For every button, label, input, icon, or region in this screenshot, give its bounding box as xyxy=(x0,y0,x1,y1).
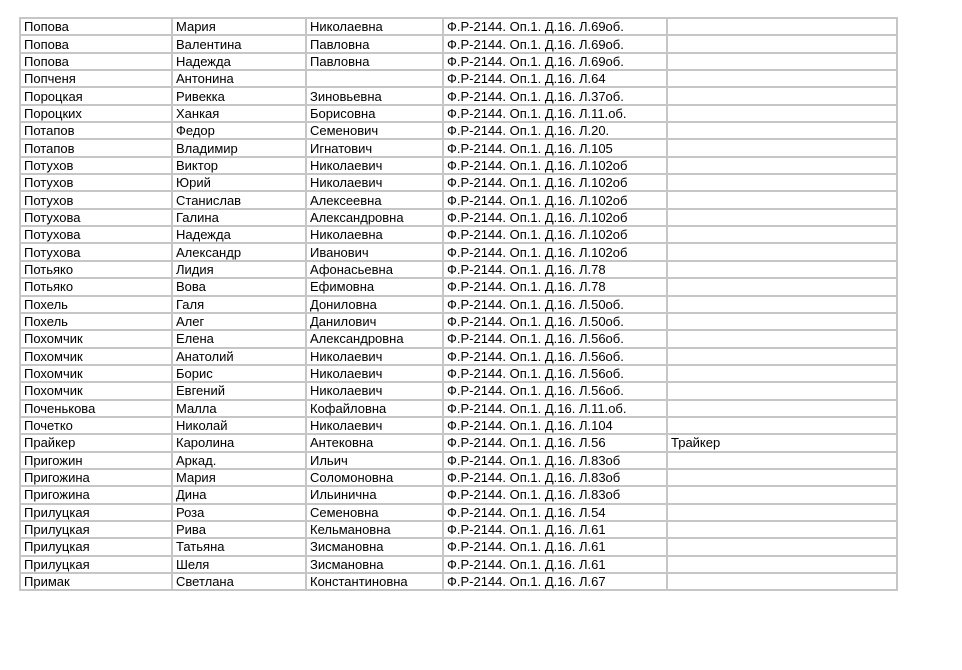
surname-cell: Похомчик xyxy=(20,365,172,382)
note-cell xyxy=(667,538,897,555)
note-cell xyxy=(667,296,897,313)
archive-reference-cell: Ф.Р-2144. Оп.1. Д.16. Л.37об. xyxy=(443,87,667,104)
note-cell xyxy=(667,226,897,243)
patronymic-cell: Павловна xyxy=(306,35,443,52)
table-row xyxy=(20,18,897,35)
note-cell xyxy=(667,504,897,521)
archive-reference-cell: Ф.Р-2144. Оп.1. Д.16. Л.67 xyxy=(443,573,667,590)
note-cell xyxy=(667,53,897,70)
archive-reference-cell: Ф.Р-2144. Оп.1. Д.16. Л.78 xyxy=(443,278,667,295)
first-name-cell: Шеля xyxy=(172,556,306,573)
first-name-cell: Борис xyxy=(172,365,306,382)
table-row xyxy=(20,452,897,469)
table-row xyxy=(20,504,897,521)
surname-cell: Похомчик xyxy=(20,330,172,347)
surname-cell: Попова xyxy=(20,35,172,52)
table-row xyxy=(20,53,897,70)
surname-cell: Потапов xyxy=(20,122,172,139)
first-name-cell: Рива xyxy=(172,521,306,538)
table-row xyxy=(20,243,897,260)
archive-reference-cell: Ф.Р-2144. Оп.1. Д.16. Л.102об xyxy=(443,174,667,191)
surname-cell: Потухов xyxy=(20,157,172,174)
table-row xyxy=(20,278,897,295)
archive-reference-cell: Ф.Р-2144. Оп.1. Д.16. Л.56об. xyxy=(443,365,667,382)
surname-cell: Прилуцкая xyxy=(20,521,172,538)
table-row xyxy=(20,348,897,365)
patronymic-cell: Борисовна xyxy=(306,105,443,122)
table-row xyxy=(20,400,897,417)
first-name-cell: Александр xyxy=(172,243,306,260)
archive-reference-cell: Ф.Р-2144. Оп.1. Д.16. Л.61 xyxy=(443,556,667,573)
note-cell xyxy=(667,18,897,35)
first-name-cell: Ханкая xyxy=(172,105,306,122)
first-name-cell: Юрий xyxy=(172,174,306,191)
archive-reference-cell: Ф.Р-2144. Оп.1. Д.16. Л.102об xyxy=(443,209,667,226)
archive-reference-cell: Ф.Р-2144. Оп.1. Д.16. Л.61 xyxy=(443,538,667,555)
first-name-cell: Евгений xyxy=(172,382,306,399)
surname-cell: Потухов xyxy=(20,174,172,191)
patronymic-cell: Соломоновна xyxy=(306,469,443,486)
first-name-cell: Николай xyxy=(172,417,306,434)
archive-reference-cell: Ф.Р-2144. Оп.1. Д.16. Л.104 xyxy=(443,417,667,434)
surname-cell: Поченькова xyxy=(20,400,172,417)
patronymic-cell: Николаевна xyxy=(306,226,443,243)
table-row xyxy=(20,296,897,313)
note-cell xyxy=(667,278,897,295)
patronymic-cell: Павловна xyxy=(306,53,443,70)
patronymic-cell: Константиновна xyxy=(306,573,443,590)
patronymic-cell: Николаевич xyxy=(306,157,443,174)
note-cell xyxy=(667,157,897,174)
archive-reference-cell: Ф.Р-2144. Оп.1. Д.16. Л.11.об. xyxy=(443,105,667,122)
table-row xyxy=(20,157,897,174)
patronymic-cell: Кельмановна xyxy=(306,521,443,538)
patronymic-cell: Николаевич xyxy=(306,417,443,434)
surname-cell: Похомчик xyxy=(20,382,172,399)
archive-reference-cell: Ф.Р-2144. Оп.1. Д.16. Л.56об. xyxy=(443,348,667,365)
table-row xyxy=(20,191,897,208)
first-name-cell: Роза xyxy=(172,504,306,521)
first-name-cell: Лидия xyxy=(172,261,306,278)
table-row xyxy=(20,330,897,347)
archive-reference-cell: Ф.Р-2144. Оп.1. Д.16. Л.102об xyxy=(443,243,667,260)
surname-cell: Потухова xyxy=(20,226,172,243)
table-row xyxy=(20,226,897,243)
note-cell xyxy=(667,70,897,87)
archive-reference-cell: Ф.Р-2144. Оп.1. Д.16. Л.50об. xyxy=(443,313,667,330)
first-name-cell: Надежда xyxy=(172,226,306,243)
note-cell xyxy=(667,486,897,503)
patronymic-cell: Ильич xyxy=(306,452,443,469)
patronymic-cell: Данилович xyxy=(306,313,443,330)
first-name-cell: Анатолий xyxy=(172,348,306,365)
surname-cell: Прилуцкая xyxy=(20,556,172,573)
patronymic-cell: Иванович xyxy=(306,243,443,260)
patronymic-cell: Игнатович xyxy=(306,139,443,156)
note-cell xyxy=(667,313,897,330)
archive-reference-cell: Ф.Р-2144. Оп.1. Д.16. Л.102об xyxy=(443,157,667,174)
first-name-cell: Светлана xyxy=(172,573,306,590)
archive-reference-cell: Ф.Р-2144. Оп.1. Д.16. Л.78 xyxy=(443,261,667,278)
table-row xyxy=(20,556,897,573)
surname-cell: Пригожин xyxy=(20,452,172,469)
first-name-cell: Алег xyxy=(172,313,306,330)
note-cell xyxy=(667,573,897,590)
patronymic-cell: Дониловна xyxy=(306,296,443,313)
first-name-cell: Малла xyxy=(172,400,306,417)
first-name-cell: Галина xyxy=(172,209,306,226)
patronymic-cell: Зисмановна xyxy=(306,538,443,555)
patronymic-cell: Ильинична xyxy=(306,486,443,503)
archive-reference-cell: Ф.Р-2144. Оп.1. Д.16. Л.64 xyxy=(443,70,667,87)
note-cell xyxy=(667,105,897,122)
table-row xyxy=(20,209,897,226)
table-row xyxy=(20,573,897,590)
records-table xyxy=(19,17,898,591)
archive-reference-cell: Ф.Р-2144. Оп.1. Д.16. Л.56об. xyxy=(443,382,667,399)
table-row xyxy=(20,521,897,538)
first-name-cell: Галя xyxy=(172,296,306,313)
patronymic-cell: Ефимовна xyxy=(306,278,443,295)
table-row xyxy=(20,469,897,486)
surname-cell: Пригожина xyxy=(20,469,172,486)
first-name-cell: Виктор xyxy=(172,157,306,174)
surname-cell: Потьяко xyxy=(20,261,172,278)
first-name-cell: Антонина xyxy=(172,70,306,87)
patronymic-cell xyxy=(306,70,443,87)
note-cell xyxy=(667,174,897,191)
first-name-cell: Ривекка xyxy=(172,87,306,104)
note-cell xyxy=(667,35,897,52)
patronymic-cell: Афонасьевна xyxy=(306,261,443,278)
surname-cell: Попова xyxy=(20,53,172,70)
surname-cell: Потухова xyxy=(20,243,172,260)
table-row xyxy=(20,35,897,52)
surname-cell: Пороцких xyxy=(20,105,172,122)
first-name-cell: Станислав xyxy=(172,191,306,208)
note-cell xyxy=(667,400,897,417)
note-cell xyxy=(667,261,897,278)
table-row xyxy=(20,139,897,156)
note-cell xyxy=(667,382,897,399)
first-name-cell: Вова xyxy=(172,278,306,295)
archive-reference-cell: Ф.Р-2144. Оп.1. Д.16. Л.69об. xyxy=(443,18,667,35)
first-name-cell: Мария xyxy=(172,18,306,35)
note-cell xyxy=(667,122,897,139)
archive-reference-cell: Ф.Р-2144. Оп.1. Д.16. Л.102об xyxy=(443,191,667,208)
first-name-cell: Аркад. xyxy=(172,452,306,469)
archive-reference-cell: Ф.Р-2144. Оп.1. Д.16. Л.83об xyxy=(443,486,667,503)
note-cell xyxy=(667,417,897,434)
archive-reference-cell: Ф.Р-2144. Оп.1. Д.16. Л.11.об. xyxy=(443,400,667,417)
surname-cell: Примак xyxy=(20,573,172,590)
surname-cell: Почетко xyxy=(20,417,172,434)
first-name-cell: Валентина xyxy=(172,35,306,52)
patronymic-cell: Александровна xyxy=(306,330,443,347)
archive-reference-cell: Ф.Р-2144. Оп.1. Д.16. Л.56 xyxy=(443,434,667,451)
table-row xyxy=(20,434,897,451)
archive-reference-cell: Ф.Р-2144. Оп.1. Д.16. Л.54 xyxy=(443,504,667,521)
patronymic-cell: Николаевна xyxy=(306,18,443,35)
note-cell xyxy=(667,348,897,365)
note-cell xyxy=(667,191,897,208)
first-name-cell: Татьяна xyxy=(172,538,306,555)
surname-cell: Потапов xyxy=(20,139,172,156)
archive-reference-cell: Ф.Р-2144. Оп.1. Д.16. Л.56об. xyxy=(443,330,667,347)
archive-reference-cell: Ф.Р-2144. Оп.1. Д.16. Л.102об xyxy=(443,226,667,243)
note-cell xyxy=(667,209,897,226)
patronymic-cell: Антековна xyxy=(306,434,443,451)
archive-reference-cell: Ф.Р-2144. Оп.1. Д.16. Л.105 xyxy=(443,139,667,156)
surname-cell: Потухова xyxy=(20,209,172,226)
table-row xyxy=(20,261,897,278)
first-name-cell: Елена xyxy=(172,330,306,347)
archive-reference-cell: Ф.Р-2144. Оп.1. Д.16. Л.50об. xyxy=(443,296,667,313)
table-row xyxy=(20,105,897,122)
patronymic-cell: Семеновна xyxy=(306,504,443,521)
table-row xyxy=(20,365,897,382)
surname-cell: Похомчик xyxy=(20,348,172,365)
table-row xyxy=(20,538,897,555)
surname-cell: Пороцкая xyxy=(20,87,172,104)
patronymic-cell: Кофайловна xyxy=(306,400,443,417)
first-name-cell: Мария xyxy=(172,469,306,486)
surname-cell: Прайкер xyxy=(20,434,172,451)
table-row xyxy=(20,122,897,139)
patronymic-cell: Семенович xyxy=(306,122,443,139)
surname-cell: Пригожина xyxy=(20,486,172,503)
surname-cell: Похель xyxy=(20,313,172,330)
note-cell xyxy=(667,469,897,486)
note-cell xyxy=(667,521,897,538)
patronymic-cell: Николаевич xyxy=(306,365,443,382)
note-cell xyxy=(667,452,897,469)
archive-reference-cell: Ф.Р-2144. Оп.1. Д.16. Л.83об xyxy=(443,452,667,469)
archive-reference-cell: Ф.Р-2144. Оп.1. Д.16. Л.69об. xyxy=(443,35,667,52)
first-name-cell: Федор xyxy=(172,122,306,139)
note-cell xyxy=(667,87,897,104)
note-cell xyxy=(667,243,897,260)
surname-cell: Потухов xyxy=(20,191,172,208)
patronymic-cell: Александровна xyxy=(306,209,443,226)
patronymic-cell: Николаевич xyxy=(306,382,443,399)
archive-reference-cell: Ф.Р-2144. Оп.1. Д.16. Л.83об xyxy=(443,469,667,486)
table-row xyxy=(20,417,897,434)
table-row xyxy=(20,174,897,191)
note-cell: Трайкер xyxy=(667,434,897,451)
note-cell xyxy=(667,330,897,347)
patronymic-cell: Николаевич xyxy=(306,174,443,191)
surname-cell: Прилуцкая xyxy=(20,504,172,521)
surname-cell: Похель xyxy=(20,296,172,313)
archive-reference-cell: Ф.Р-2144. Оп.1. Д.16. Л.69об. xyxy=(443,53,667,70)
first-name-cell: Дина xyxy=(172,486,306,503)
surname-cell: Прилуцкая xyxy=(20,538,172,555)
document-page xyxy=(19,17,898,591)
patronymic-cell: Николаевич xyxy=(306,348,443,365)
records-table-body xyxy=(20,18,897,590)
surname-cell: Попова xyxy=(20,18,172,35)
table-row xyxy=(20,313,897,330)
patronymic-cell: Зиновьевна xyxy=(306,87,443,104)
first-name-cell: Надежда xyxy=(172,53,306,70)
surname-cell: Потьяко xyxy=(20,278,172,295)
surname-cell: Попченя xyxy=(20,70,172,87)
table-row xyxy=(20,87,897,104)
patronymic-cell: Алексеевна xyxy=(306,191,443,208)
archive-reference-cell: Ф.Р-2144. Оп.1. Д.16. Л.20. xyxy=(443,122,667,139)
table-row xyxy=(20,486,897,503)
note-cell xyxy=(667,139,897,156)
patronymic-cell: Зисмановна xyxy=(306,556,443,573)
note-cell xyxy=(667,556,897,573)
first-name-cell: Владимир xyxy=(172,139,306,156)
archive-reference-cell: Ф.Р-2144. Оп.1. Д.16. Л.61 xyxy=(443,521,667,538)
first-name-cell: Каролина xyxy=(172,434,306,451)
table-row xyxy=(20,70,897,87)
table-row xyxy=(20,382,897,399)
note-cell xyxy=(667,365,897,382)
